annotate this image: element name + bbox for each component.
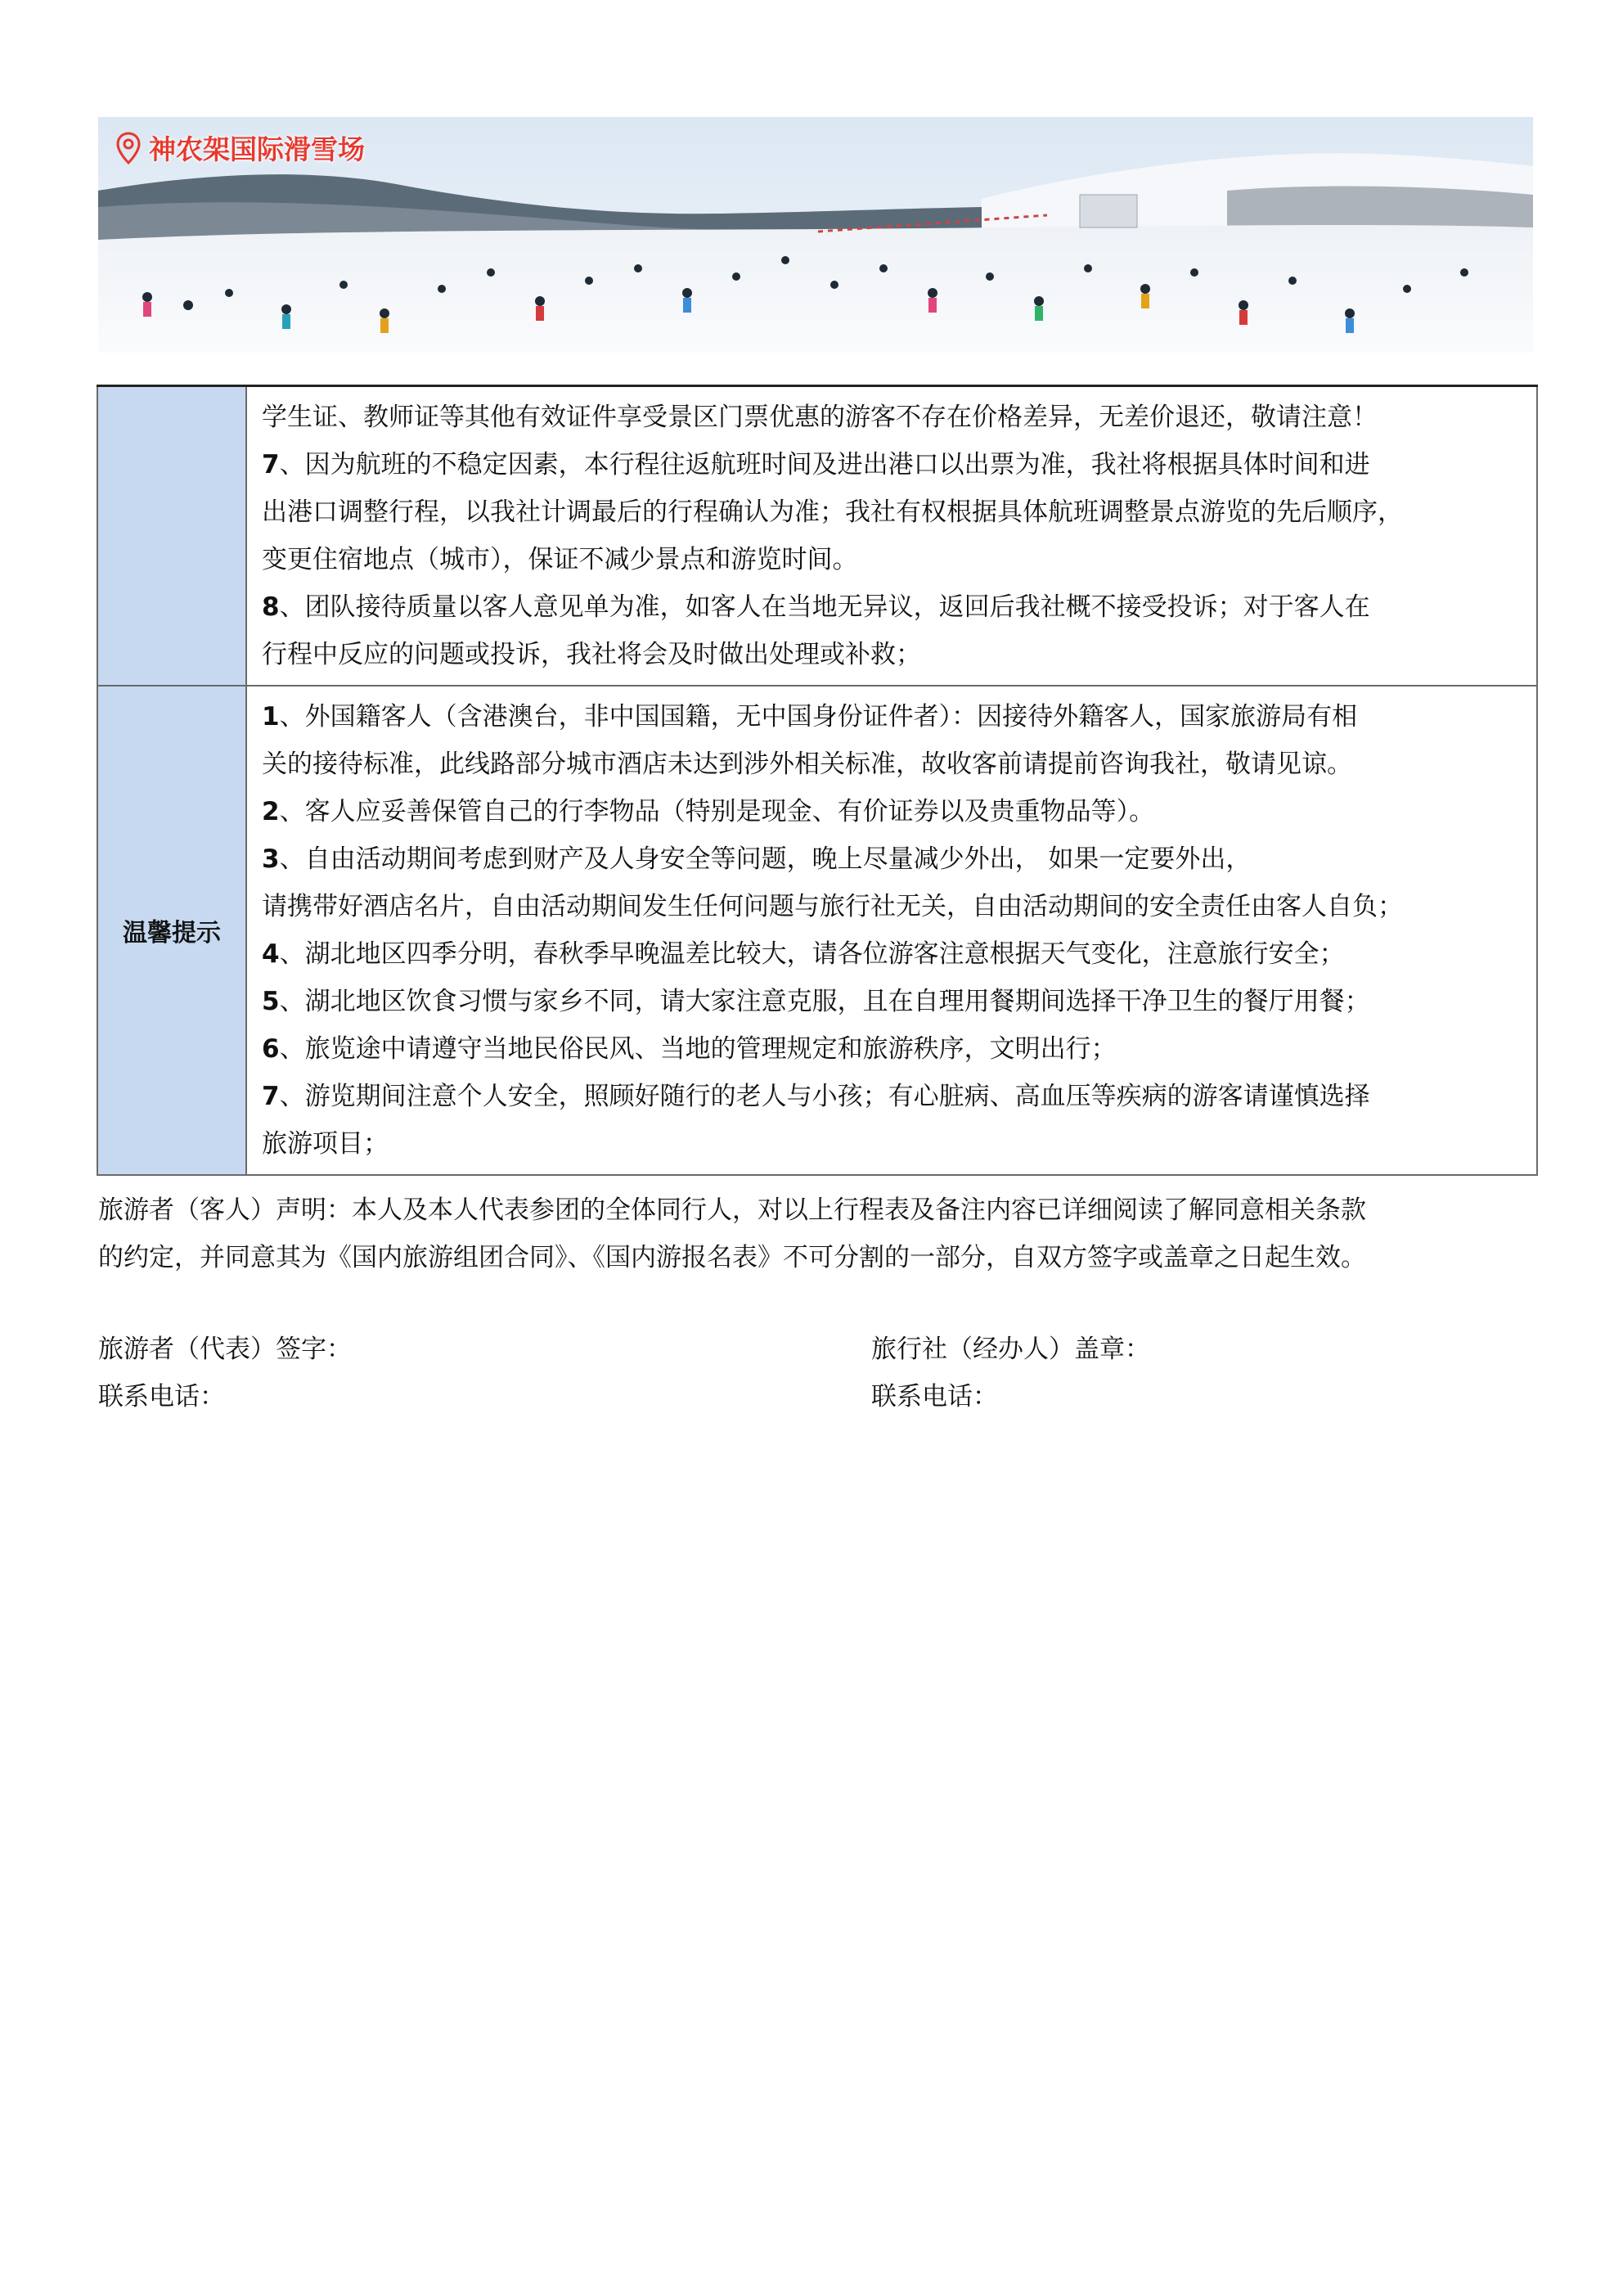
note-line: 学生证、教师证等其他有效证件享受景区门票优惠的游客不存在价格差异，无差价退还，敬请注意！: [262, 403, 1378, 432]
tips-label: 温馨提示: [97, 686, 246, 1175]
traveler-sign-label: 旅游者（代表）签字：: [98, 1335, 352, 1364]
note-line: 行程中反应的问题或投诉，我社将会及时做出处理或补救；: [262, 640, 921, 669]
tip-line: 3、自由活动期间考虑到财产及人身安全等问题，晚上尽量减少外出， 如果一定要外出，: [262, 844, 1252, 874]
notes-table: [97, 385, 1538, 1176]
statement-line: 的约定，并同意其为《国内旅游组团合同》、《国内游报名表》不可分割的一部分，自双方签字或盖章之日起生效。: [98, 1243, 1366, 1272]
traveler-signature-block: [98, 1326, 352, 1420]
notes-row: [97, 386, 1537, 687]
tip-line: 6、旅览途中请遵守当地民俗民风、当地的管理规定和旅游秩序，文明出行；: [262, 1034, 1117, 1064]
note-line: 8、团队接待质量以客人意见单为准，如客人在当地无异议，返回后我社概不接受投诉；对于客人在: [262, 592, 1370, 622]
statement-line: 旅游者（客人）声明：本人及本人代表参团的全体同行人，对以上行程表及备注内容已详细阅读了解同意相关条款: [98, 1195, 1366, 1225]
row-label: [97, 386, 246, 687]
banner-title-text: 神农架国际滑雪场: [149, 133, 365, 165]
tip-line: 2、客人应妥善保管自己的行李物品（特别是现金、有价证券以及贵重物品等）。: [262, 797, 1155, 826]
banner: [98, 117, 1533, 353]
tip-line: 1、外国籍客人（含港澳台，非中国国籍，无中国身份证件者）：因接待外籍客人，国家旅游局有相: [262, 702, 1358, 732]
tip-line: 关的接待标准，此线路部分城市酒店未达到涉外相关标准，故收客前请提前咨询我社，敬请见谅。: [262, 750, 1352, 779]
tips-content: [246, 686, 1537, 1175]
tip-line: 5、湖北地区饮食习惯与家乡不同，请大家注意克服，且在自理用餐期间选择干净卫生的餐厅用餐；: [262, 987, 1370, 1016]
tip-line: 请携带好酒店名片，自由活动期间发生任何问题与旅行社无关，自由活动期间的安全责任由客人自负；: [262, 892, 1403, 921]
traveler-statement: [98, 1186, 1538, 1281]
agency-seal-label: 旅行社（经办人）盖章：: [871, 1335, 1150, 1364]
agency-signature-block: [871, 1326, 1150, 1420]
row-content: [246, 386, 1537, 687]
banner-title: [116, 128, 365, 167]
tip-line: 旅游项目；: [262, 1129, 389, 1159]
note-line: 出港口调整行程，以我社计调最后的行程确认为准；我社有权根据具体航班调整景点游览的先后顺序，: [262, 497, 1403, 527]
tips-row: [97, 686, 1537, 1175]
note-line: 变更住宿地点（城市），保证不减少景点和游览时间。: [262, 545, 858, 574]
tip-line: 4、湖北地区四季分明，春秋季早晚温差比较大，请各位游客注意根据天气变化，注意旅行安全；: [262, 939, 1345, 969]
tip-line: 7、游览期间注意个人安全，照顾好随行的老人与小孩；有心脏病、高血压等疾病的游客请谨慎选择: [262, 1082, 1370, 1111]
note-line: 7、因为航班的不稳定因素，本行程往返航班时间及进出港口以出票为准，我社将根据具体时间和进: [262, 450, 1370, 479]
traveler-phone-label: 联系电话：: [98, 1382, 225, 1411]
agency-phone-label: 联系电话：: [871, 1382, 998, 1411]
location-pin-icon: [116, 132, 141, 164]
